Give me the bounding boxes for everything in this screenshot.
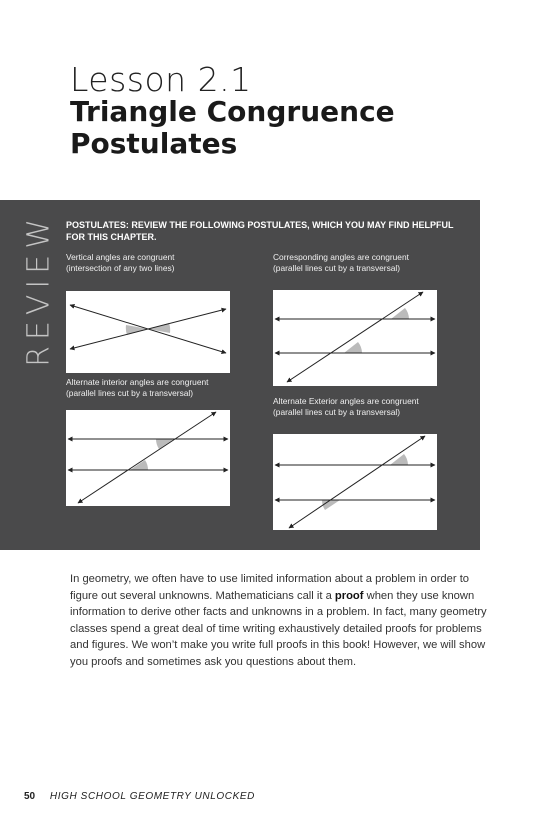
- review-heading: POSTULATES: REVIEW THE FOLLOWING POSTULATES, WHICH YOU MAY FIND HELPFUL FOR THIS CHAPTER.: [66, 220, 454, 242]
- book-title: HIGH SCHOOL GEOMETRY UNLOCKED: [49, 791, 255, 802]
- figure-alternate-exterior-angles: [273, 434, 437, 530]
- page-footer: [24, 791, 255, 802]
- figure-caption-alternate-interior: Alternate interior angles are congruent (parallel lines cut by a transversal): [66, 377, 209, 398]
- figure-alternate-interior-angles: [66, 410, 230, 506]
- figure-caption-vertical: Vertical angles are congruent (intersection of any two lines): [66, 252, 175, 273]
- figure-caption-alternate-exterior: Alternate Exterior angles are congruent (parallel lines cut by a transversal): [273, 396, 419, 417]
- page-number: 50: [24, 791, 36, 802]
- figure-caption-corresponding: Corresponding angles are congruent (parallel lines cut by a transversal): [273, 252, 409, 273]
- lesson-title-line1: Triangle Congruence: [70, 95, 395, 128]
- figure-corresponding-angles: [273, 290, 437, 386]
- lesson-number: Lesson 2.1: [70, 60, 252, 99]
- lesson-title-line2: Postulates: [70, 127, 238, 160]
- figure-vertical-angles: [66, 291, 230, 373]
- lesson-title: [70, 96, 395, 160]
- review-side-label: REVIEW: [21, 213, 57, 367]
- proof-term: proof: [334, 589, 364, 602]
- body-paragraph: In geometry, we often have to use limited information about a problem in order to figure out several unknowns. Mathematicians call it a proof when they use known information to derive other facts and unknowns in a problem. In fact, many geometry classes spend a great deal of time writing exhaustively detailed proofs for problems and figures. We won’t make you write full proofs in this book! However, we will show you proofs and sometimes ask you questions about them.: [70, 573, 487, 668]
